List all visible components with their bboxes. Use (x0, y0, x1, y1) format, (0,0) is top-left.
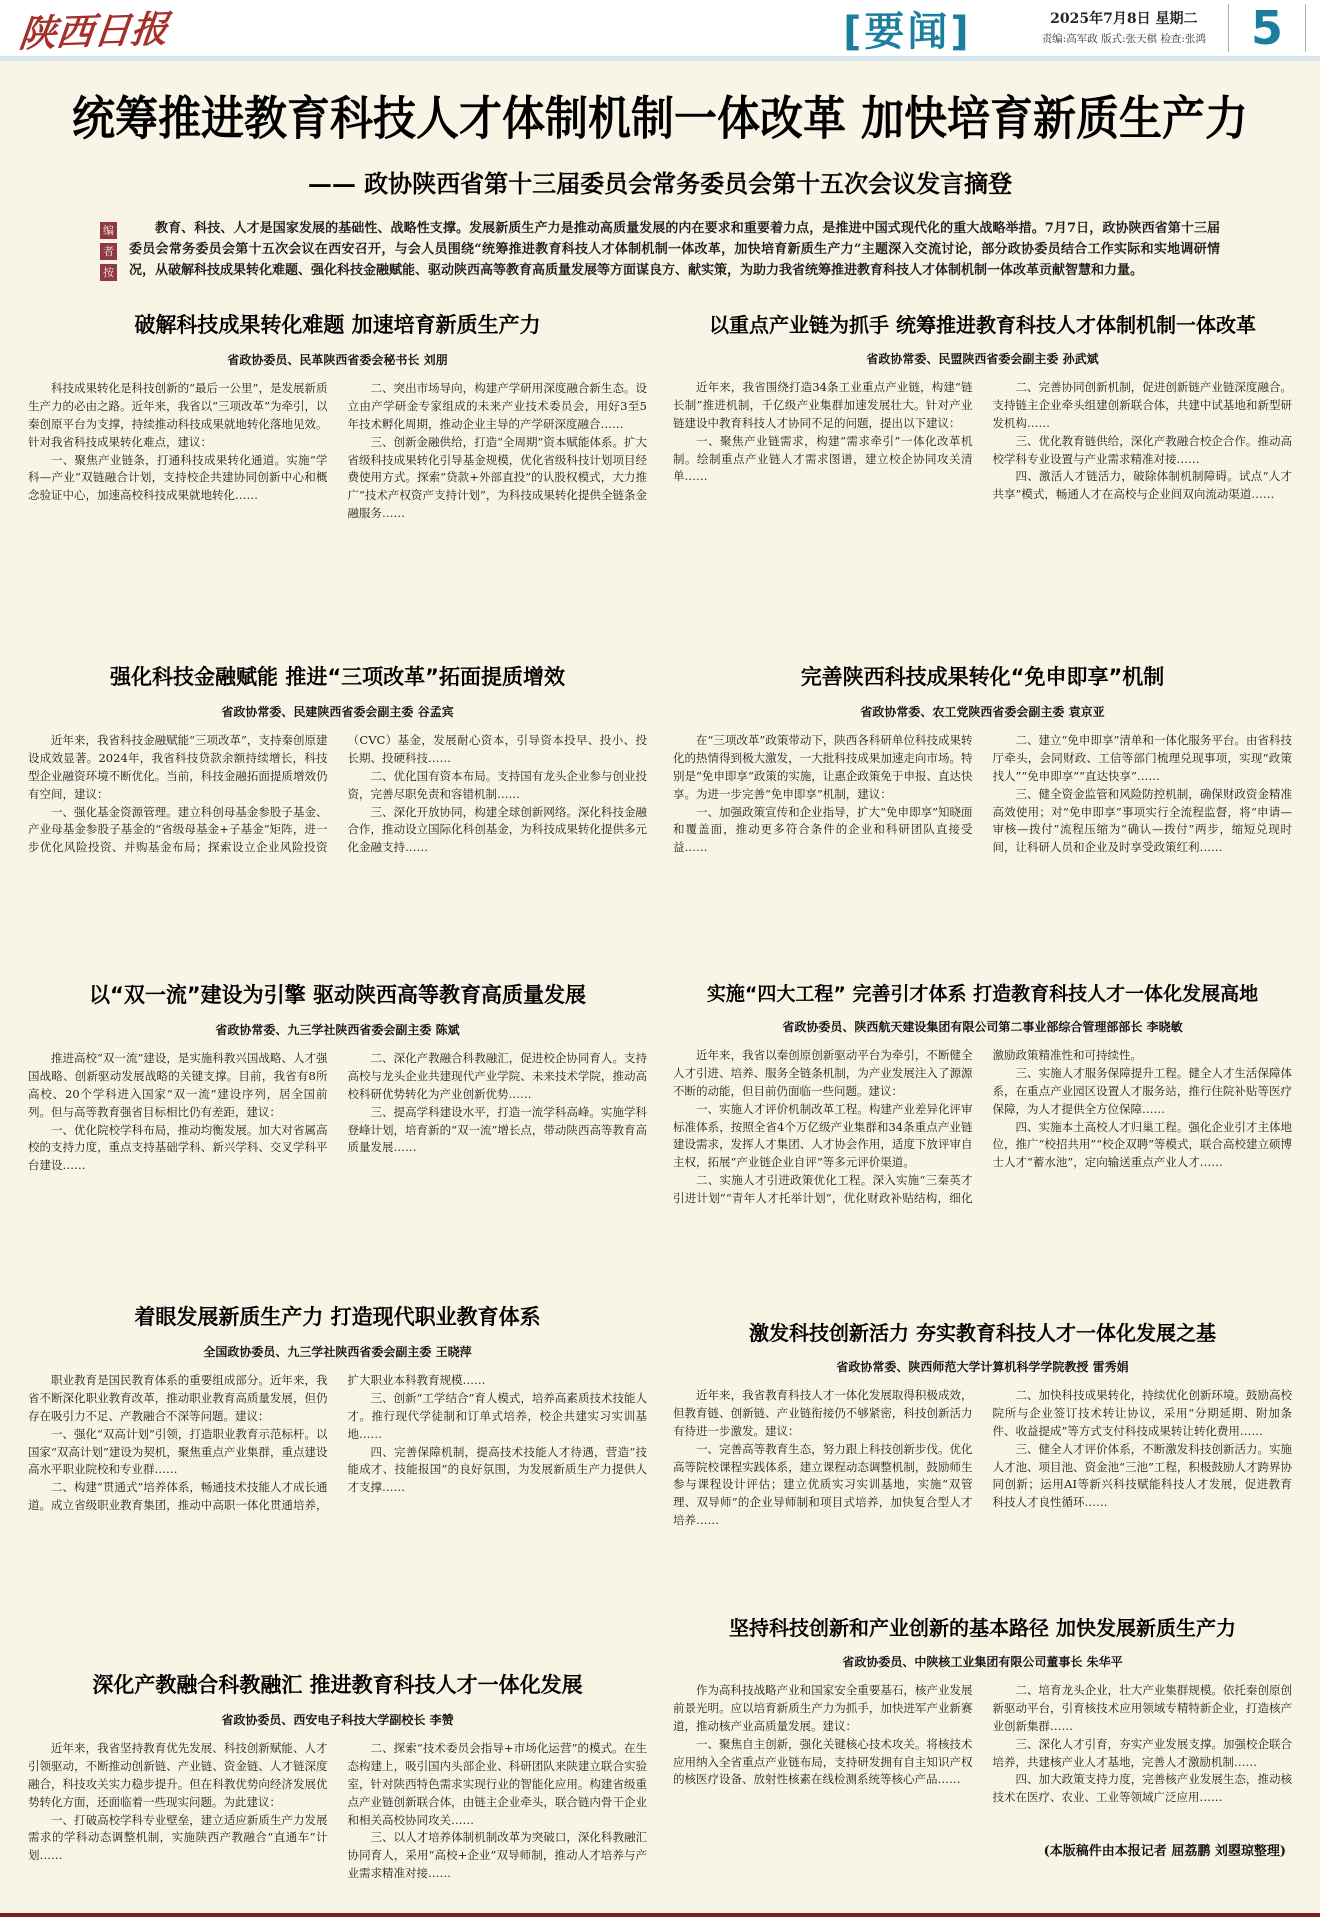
newspaper-logo: 陕西日报 (17, 6, 171, 56)
date-text: 2025年7月8日 星期二 (1050, 10, 1198, 27)
article-body (673, 1047, 1292, 1207)
articles-grid (0, 289, 1320, 1883)
article-paragraph: 三、提高学科建设水平，打造一流学科高峰。实施学科登峰计划，培育新的“双一流”增长点，带动陕西高等教育高质量发展…… (347, 1104, 647, 1155)
article-title: 实施“四大工程” 完善引才体系 打造教育科技人才一体化发展高地 (706, 983, 1259, 1006)
article-title: 深化产教融合科教融汇 推进教育科技人才一体化发展 (92, 1673, 583, 1698)
article-title: 破解科技成果转化难题 加速培育新质生产力 (134, 313, 541, 338)
article-paragraph: 二、建立“免申即享”清单和一体化服务平台。由省科技厅牵头，会同财政、工信等部门梳理兑现事项，实现“政策找人”“免申即享”“直达快享”…… (992, 733, 1292, 784)
article-4 (673, 641, 1292, 959)
article-paragraph: 三、深化开放协同，构建全球创新网络。深化科技金融合作，推动设立国际化科创基金，为科技成果转化提供多元化金融支持…… (347, 804, 647, 855)
article-paragraph: 近年来，我省围绕打造34条工业重点产业链，构建“链长制”推进机制，千亿级产业集群加速发展壮大。针对产业链建设中教育科技人才协同不足的问题，提出以下建议： (673, 380, 973, 431)
article-title: 着眼发展新质生产力 打造现代职业教育体系 (134, 1305, 541, 1330)
article-paragraph: 三、实施人才服务保障提升工程。健全人才生活保障体系，在重点产业园区设置人才服务站，推行住院补贴等医疗保障，为人才提供全方位保障…… (992, 1066, 1292, 1116)
date-block (1042, 9, 1206, 48)
article-paragraph: 二、优化国有资本布局。支持国有龙头企业参与创业投资，完善尽职免责和容错机制…… (347, 769, 647, 801)
article-body (673, 1682, 1292, 1807)
article-paragraph: 近年来，我省科技金融赋能“三项改革”，支持秦创原建设成效显著。2024年，我省科技贷款余额持续增长，科技型企业融资环境不断优化。当前，科技金融拓面提质增效仍有空间，建议： (28, 733, 328, 801)
article-body (28, 1372, 647, 1515)
editor-note-text: 教育、科技、人才是国家发展的基础性、战略性支撑。发展新质生产力是推动高质量发展的内在要求和重要着力点，是推进中国式现代化的重大战略举措。7月7日，政协陕西省第十三届委员会常务委员会第十五次会议在西安召开，与会人员围绕“统筹推进教育科技人才体制机制一体改革，加快培育新质生产力”主题深入交流讨论，部分政协委员结合工作实际和实地调研情况，从破解科技成果转化难题、强化科技金融赋能、驱动陕西高等教育高质量发展等方面谋良方、献实策，为助力我省统筹推进教育科技人才体制机制一体改革贡献智慧和力量。 (129, 221, 1220, 278)
article-byline: 省政协常委、农工党陕西省委会副主委 袁京亚 (860, 705, 1105, 720)
article-paragraph: 三、创新“工学结合”育人模式，培养高素质技术技能人才。推行现代学徒制和订单式培养，校企共建实习实训基地…… (347, 1391, 647, 1441)
banner (0, 61, 1320, 289)
right-column (673, 289, 1292, 1883)
article-body (28, 380, 647, 523)
article-6 (673, 959, 1292, 1297)
article-paragraph: 二、突出市场导向，构建产学研用深度融合新生态。设立由产学研金专家组成的未来产业技术委员会，用好3至5年技术孵化周期，推动企业主导的产学研深度融合…… (347, 381, 647, 432)
article-byline: 省政协委员、西安电子科技大学副校长 李赞 (221, 1713, 454, 1728)
article-paragraph: 三、深化人才引育，夯实产业发展支撑。加强校企联合培养，共建核产业人才基地，完善人才激励机制…… (992, 1736, 1292, 1769)
left-column (28, 289, 647, 1883)
article-8 (673, 1297, 1292, 1592)
page-number: 5 (1250, 1, 1283, 55)
article-paragraph: 二、加快科技成果转化，持续优化创新环境。鼓励高校院所与企业签订技术转让协议，采用“分期延期、附加条件、收益提成”等方式支付科技成果转让转化费用…… (992, 1388, 1292, 1439)
article-paragraph: 一、实施人才评价机制改革工程。构建产业差异化评审标准体系，按照全省4个万亿级产业集群和34条重点产业链建设需求，发挥人才集团、人才协会作用，适度下放评审自主权，拓展“产业链企业自评”等多元评价渠道。 (673, 1101, 973, 1170)
article-paragraph: 二、构建“贯通式”培养体系，畅通技术技能人才成长通道。成立省级职业教育集团，推动中高职一体化贯通培养，扩大职业本科教育规模…… (28, 1373, 486, 1513)
article-5 (28, 959, 647, 1281)
editor-badge-char: 按 (100, 264, 117, 281)
article-byline: 省政协常委、民盟陕西省委会副主委 孙武斌 (866, 352, 1099, 367)
article-10 (673, 1592, 1292, 1830)
article-paragraph: 一、聚焦自主创新，强化关键核心技术攻关。将核技术应用纳入全省重点产业链布局，支持研发拥有自主知识产权的核医疗设备、放射性核素在线检测系统等核心产品…… (673, 1736, 973, 1787)
article-body (673, 1387, 1292, 1530)
editor-note-badge (100, 219, 117, 281)
article-title: 坚持科技创新和产业创新的基本路径 加快发展新质生产力 (729, 1616, 1236, 1641)
article-body (28, 1050, 647, 1175)
sub-headline: —— 政协陕西省第十三届委员会常务委员会第十五次会议发言摘登 (307, 169, 1013, 198)
article-paragraph: 二、探索“技术委员会指导+市场化运营”的模式。在生态构建上，吸引国内头部企业、科研团队来陕建立联合实验室，针对陕西特色需求实现行业的智能化应用。构建省级重点产业链创新联合体，由链主企业牵头，联合链内骨干企业和相关高校协同攻关…… (347, 1741, 647, 1827)
article-paragraph: 一、加强政策宣传和企业指导，扩大“免申即享”知晓面和覆盖面，推动更多符合条件的企业和科研团队直接受益…… (673, 804, 973, 855)
article-byline: 全国政协委员、九三学社陕西省委会副主委 王晓萍 (203, 1345, 472, 1360)
article-9 (28, 1649, 647, 1883)
article-paragraph: 推进高校“双一流”建设，是实施科教兴国战略、人才强国战略、创新驱动发展战略的关键支撑。目前，我省有8所高校、20个学科进入国家“双一流”建设序列，居全国前列。但与高等教育强省目标相比仍有差距，建议： (28, 1051, 328, 1119)
article-paragraph: 一、完善高等教育生态，努力跟上科技创新步伐。优化高等院校课程实践体系，建立课程动态调整机制，鼓励师生参与课程设计评估；建立优质实习实训基地，实施“双管理、双导师”的企业导师制和项目式培养，加快复合型人才培养…… (673, 1441, 973, 1528)
article-paragraph: 三、以人才培养体制机制改革为突破口，深化科教融汇协同育人，采用“高校+企业”双导师制，推动人才培养与产业需求精准对接…… (347, 1830, 647, 1881)
article-paragraph: 二、完善协同创新机制，促进创新链产业链深度融合。支持链主企业牵头组建创新联合体，共建中试基地和新型研发机构…… (992, 380, 1292, 431)
masthead (0, 0, 1320, 56)
editor-badge-char: 编 (100, 222, 117, 239)
article-paragraph: 一、聚焦产业链需求，构建“需求牵引”一体化改革机制。绘制重点产业链人才需求图谱，建立校企协同攻关清单…… (673, 433, 973, 484)
article-paragraph: 二、培育龙头企业，壮大产业集群规模。依托秦创原创新驱动平台，引育核技术应用领域专精特新企业，打造核产业创新集群…… (992, 1683, 1292, 1734)
article-paragraph: 四、加大政策支持力度，完善核产业发展生态，推动核技术在医疗、农业、工业等领域广泛应用…… (992, 1772, 1292, 1805)
editor-badge-char: 者 (100, 243, 117, 260)
article-paragraph: 一、优化院校学科布局，推动均衡发展。加大对省属高校的支持力度，重点支持基础学科、新兴学科、交叉学科平台建设…… (28, 1122, 328, 1173)
article-paragraph: 近年来，我省以秦创原创新驱动平台为牵引，不断健全人才引进、培养、服务全链条机制，为产业发展注入了源源不断的动能，但目前仍面临一些问题。建议： (673, 1048, 973, 1099)
article-title: 以“双一流”建设为引擎 驱动陕西高等教育高质量发展 (89, 983, 586, 1008)
article-paragraph: 三、优化教育链供给，深化产教融合校企合作。推动高校学科专业设置与产业需求精准对接…… (992, 433, 1292, 466)
article-1 (28, 289, 647, 641)
article-7 (28, 1281, 647, 1649)
article-body (673, 732, 1292, 857)
article-title: 以重点产业链为抓手 统筹推进教育科技人才体制机制一体改革 (709, 313, 1256, 338)
article-title: 激发科技创新活力 夯实教育科技人才一体化发展之基 (749, 1321, 1216, 1346)
article-paragraph: 近年来，我省教育科技人才一体化发展取得积极成效，但教育链、创新链、产业链衔接仍不够紧密，科技创新活力有待进一步激发。建议： (673, 1388, 973, 1439)
article-paragraph: 三、健全资金监管和风险防控机制，确保财政资金精准高效使用；对“免申即享”事项实行全流程监督，将“申请—审核—拨付”流程压缩为“确认—拨付”两步，缩短兑现时间，让科研人员和企业及时享受政策红利…… (992, 786, 1292, 855)
article-paragraph: 四、激活人才链活力，破除体制机制障碍。试点“人才共享”模式，畅通人才在高校与企业间双向流动渠道…… (992, 469, 1292, 502)
article-paragraph: 近年来，我省坚持教育优先发展、科技创新赋能、人才引领驱动，不断推动创新链、产业链、资金链、人才链深度融合，科技攻关实力稳步提升。但在科教优势向经济发展优势转化方面，还面临着一些现实问题。为此建议： (28, 1741, 328, 1809)
article-body (28, 732, 647, 857)
article-byline: 省政协委员、中陕核工业集团有限公司董事长 朱华平 (842, 1655, 1123, 1670)
article-paragraph: 一、聚焦产业链条，打通科技成果转化通道。实施“学科—产业”双链融合计划，支持校企共建协同创新中心和概念验证中心，加速高校科技成果就地转化…… (28, 452, 328, 503)
main-headline: 统筹推进教育科技人才体制机制一体改革 加快培育新质生产力 (72, 92, 1248, 147)
article-paragraph: 科技成果转化是科技创新的“最后一公里”，是发展新质生产力的必由之路。近年来，我省以“三项改革”为牵引，以秦创原平台为支撑，持续推动科技成果就地转化落地见效。针对我省科技成果转化难点，建议： (28, 381, 328, 449)
article-body (28, 1740, 647, 1883)
article-title: 完善陕西科技成果转化“免申即享”机制 (800, 665, 1165, 690)
editor-note (40, 219, 1280, 281)
article-paragraph: 二、实施人才引进政策优化工程。深入实施“三秦英才引进计划”“青年人才托举计划”，优化财政补贴结构，细化激励政策精准性和可持续性。 (673, 1048, 1142, 1205)
article-paragraph: 一、打破高校学科专业壁垒，建立适应新质生产力发展需求的学科动态调整机制，实施陕西产教融合“直通车”计划…… (28, 1812, 328, 1863)
article-paragraph: 作为高科技战略产业和国家安全重要基石，核产业发展前景光明。应以培育新质生产力为抓手，加快进军产业新赛道，推动核产业高质量发展。建议： (673, 1683, 973, 1734)
article-byline: 省政协常委、九三学社陕西省委会副主委 陈斌 (215, 1023, 460, 1038)
page-number-box (1228, 1, 1306, 55)
bottom-rule (0, 1913, 1320, 1917)
reporter-credit-line: (本版稿件由本报记者 屈荔鹏 刘曌琼整理) (1043, 1844, 1286, 1860)
article-paragraph: 一、强化基金资源管理。建立科创母基金参股子基金、产业母基金参股子基金的“省级母基金+子基金”矩阵，进一步优化风险投资、并购基金布局；探索设立企业风险投资（CVC）基金，发展耐心资本，引导资本投早、投小、投长期、投硬科技…… (28, 733, 647, 855)
section-label: [要闻] (843, 8, 972, 55)
article-paragraph: 职业教育是国民教育体系的重要组成部分。近年来，我省不断深化职业教育改革，推动职业教育高质量发展，但仍存在吸引力不足、产教融合不深等问题。建议： (28, 1373, 328, 1424)
article-byline: 省政协常委、民建陕西省委会副主委 谷孟宾 (221, 705, 454, 720)
article-3 (28, 641, 647, 959)
article-paragraph: 四、实施本土高校人才归巢工程。强化企业引才主体地位，推广“校招共用”“校企双聘”等模式，联合高校建立硕博士人才“蓄水池”，定向输送重点产业人才…… (992, 1119, 1293, 1170)
article-paragraph: 四、完善保障机制，提高技术技能人才待遇，营造“技能成才、技能报国”的良好氛围，为发展新质生产力提供人才支撑…… (347, 1444, 647, 1495)
article-title: 强化科技金融赋能 推进“三项改革”拓面提质增效 (110, 665, 565, 690)
staff-credits: 责编:高军政 版式:张天棋 检查:张鸿 (1041, 32, 1206, 45)
article-paragraph: 三、健全人才评价体系，不断激发科技创新活力。实施人才池、项目池、资金池“三池”工程，积极鼓励人才跨界协同创新；运用AI等新兴科技赋能科技人才发展，促进教育科技人才良性循环…… (992, 1441, 1292, 1510)
article-paragraph: 在“三项改革”政策带动下，陕西各科研单位科技成果转化的热情得到极大激发，一大批科技成果加速走向市场。特别是“免申即享”政策的实施，让惠企政策免于申报、直达快享。为进一步完善“免申即享”机制，建议： (673, 733, 973, 801)
article-byline: 省政协常委、陕西师范大学计算机科学学院教授 雷秀娟 (836, 1360, 1129, 1375)
article-byline: 省政协委员、陕西航天建设集团有限公司第二事业部综合管理部部长 李晓敏 (782, 1020, 1183, 1035)
article-paragraph: 三、创新金融供给，打造“全周期”资本赋能体系。扩大省级科技成果转化引导基金规模，优化省级科技计划项目经费使用方式。探索“贷款+外部直投”的认股权模式，大力推广“技术产权资产支持计划”，为科技成果转化提供全链条金融服务…… (347, 434, 647, 521)
article-paragraph: 一、强化“双高计划”引领，打造职业教育示范标杆。以国家“双高计划”建设为契机，聚焦重点产业集群，重点建设高水平职业院校和专业群…… (28, 1426, 328, 1477)
article-paragraph: 二、深化产教融合科教融汇，促进校企协同育人。支持高校与龙头企业共建现代产业学院、未来技术学院，推动高校科研优势转化为产业创新优势…… (347, 1051, 647, 1102)
article-2 (673, 289, 1292, 641)
article-body (673, 379, 1292, 504)
article-byline: 省政协委员、民革陕西省委会秘书长 刘朋 (227, 353, 448, 368)
